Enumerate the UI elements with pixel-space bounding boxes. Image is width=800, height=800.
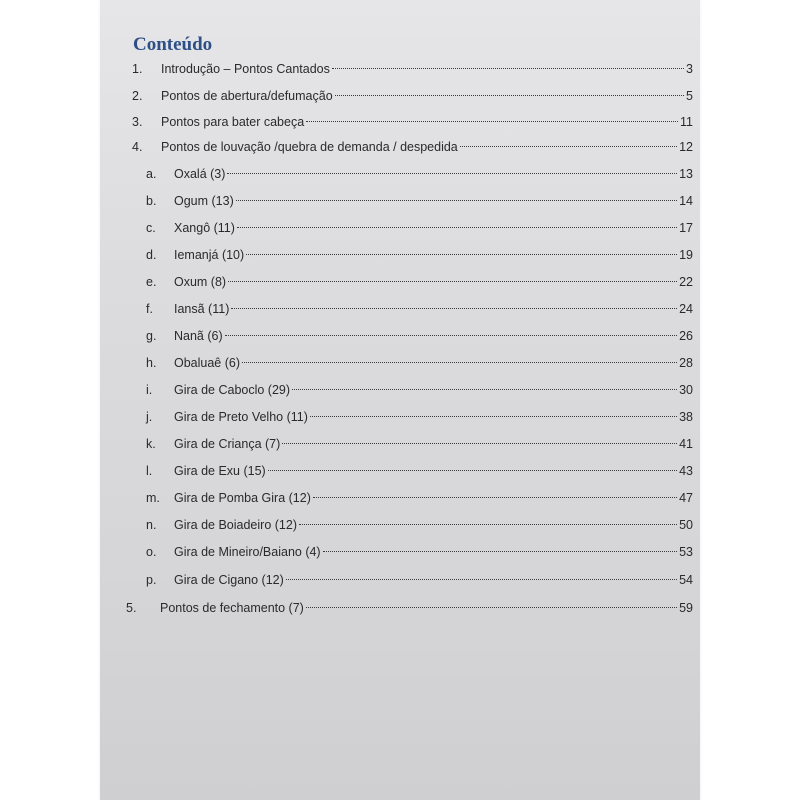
entry-page: 54 (679, 573, 693, 587)
dot-leader (237, 226, 677, 228)
entry-page: 50 (679, 518, 693, 532)
entry-number: j. (146, 410, 153, 424)
dot-leader (460, 145, 677, 147)
toc-entry[interactable] (100, 245, 700, 265)
dot-leader (227, 172, 677, 174)
toc-entry[interactable] (100, 353, 700, 373)
entry-page: 47 (679, 491, 693, 505)
dot-leader (268, 469, 677, 471)
entry-label: Pontos de fechamento (7) (160, 601, 304, 615)
toc-entry[interactable] (100, 570, 700, 590)
dot-leader (335, 94, 684, 96)
toc-entry[interactable] (100, 218, 700, 238)
dot-leader (332, 67, 684, 69)
dot-leader (286, 578, 677, 580)
toc-entry[interactable] (100, 164, 700, 184)
toc-entry[interactable] (100, 59, 700, 79)
entry-label: Xangô (11) (174, 221, 235, 235)
entry-number: b. (146, 194, 157, 208)
entry-number: 2. (132, 89, 143, 103)
entry-page: 5 (686, 89, 693, 103)
dot-leader (282, 442, 677, 444)
toc-entry[interactable] (100, 434, 700, 454)
toc-entry[interactable] (100, 299, 700, 319)
entry-number: p. (146, 573, 157, 587)
entry-page: 41 (679, 437, 693, 451)
dot-leader (228, 280, 677, 282)
entry-number: 1. (132, 62, 143, 76)
entry-label: Gira de Mineiro/Baiano (4) (174, 545, 321, 559)
dot-leader (310, 415, 677, 417)
toc-entry[interactable] (100, 191, 700, 211)
dot-leader (306, 120, 678, 122)
entry-number: e. (146, 275, 157, 289)
entry-page: 13 (679, 167, 693, 181)
toc-entry[interactable] (100, 380, 700, 400)
toc-entry[interactable] (100, 515, 700, 535)
entry-number: o. (146, 545, 157, 559)
entry-label: Gira de Boiadeiro (12) (174, 518, 297, 532)
entry-page: 28 (679, 356, 693, 370)
entry-label: Ogum (13) (174, 194, 234, 208)
entry-page: 14 (679, 194, 693, 208)
entry-number: a. (146, 167, 157, 181)
dot-leader (323, 550, 677, 552)
toc-entry[interactable] (100, 407, 700, 427)
entry-label: Pontos de louvação /quebra de demanda / despedida (161, 140, 458, 154)
entry-page: 12 (679, 140, 693, 154)
entry-page: 38 (679, 410, 693, 424)
entry-number: m. (146, 491, 160, 505)
dot-leader (299, 523, 677, 525)
entry-page: 26 (679, 329, 693, 343)
entry-number: i. (146, 383, 153, 397)
document-page (100, 0, 700, 800)
entry-number: c. (146, 221, 156, 235)
toc-entry[interactable] (100, 112, 700, 132)
entry-label: Nanã (6) (174, 329, 223, 343)
entry-label: Pontos para bater cabeça (161, 115, 305, 129)
toc-title: Conteúdo (133, 34, 213, 55)
entry-page: 11 (680, 115, 693, 129)
entry-page: 24 (679, 302, 693, 316)
entry-label: Gira de Cigano (12) (174, 573, 284, 587)
entry-number: n. (146, 518, 157, 532)
entry-page: 43 (679, 464, 693, 478)
entry-number: 4. (132, 140, 143, 154)
entry-label: Gira de Criança (7) (174, 437, 281, 451)
entry-label: Gira de Preto Velho (11) (174, 410, 308, 424)
entry-label: Gira de Caboclo (29) (174, 383, 291, 397)
entry-number: h. (146, 356, 157, 370)
entry-number: 5. (126, 601, 137, 615)
entry-number: f. (146, 302, 153, 316)
dot-leader (231, 307, 677, 309)
dot-leader (236, 199, 677, 201)
toc-entry[interactable] (100, 137, 700, 157)
entry-page: 53 (679, 545, 693, 559)
entry-label: Pontos de abertura/defumação (161, 89, 333, 103)
entry-label: Introdução – Pontos Cantados (161, 62, 330, 76)
entry-label: Gira de Pomba Gira (12) (174, 491, 311, 505)
toc-entry[interactable] (100, 461, 700, 481)
entry-page: 22 (679, 275, 693, 289)
toc-entry[interactable] (100, 542, 700, 562)
entry-number: g. (146, 329, 157, 343)
dot-leader (306, 606, 677, 608)
entry-label: Iemanjá (10) (174, 248, 245, 262)
entry-label: Oxum (8) (174, 275, 227, 289)
dot-leader (246, 253, 677, 255)
entry-page: 19 (679, 248, 693, 262)
entry-page: 17 (679, 221, 693, 235)
entry-label: Iansã (11) (174, 302, 230, 316)
dot-leader (225, 334, 677, 336)
entry-page: 59 (679, 601, 693, 615)
toc-entry[interactable] (100, 326, 700, 346)
toc-list (100, 0, 700, 800)
toc-entry[interactable] (100, 598, 700, 618)
dot-leader (292, 388, 677, 390)
toc-entry[interactable] (100, 272, 700, 292)
entry-number: k. (146, 437, 156, 451)
entry-number: 3. (132, 115, 143, 129)
entry-page: 30 (679, 383, 693, 397)
entry-label: Oxalá (3) (174, 167, 226, 181)
entry-label: Gira de Exu (15) (174, 464, 266, 478)
entry-page: 3 (686, 62, 693, 76)
entry-label: Obaluaê (6) (174, 356, 241, 370)
toc-entry[interactable] (100, 488, 700, 508)
entry-number: l. (146, 464, 153, 478)
dot-leader (313, 496, 677, 498)
entry-number: d. (146, 248, 157, 262)
dot-leader (242, 361, 677, 363)
toc-entry[interactable] (100, 86, 700, 106)
